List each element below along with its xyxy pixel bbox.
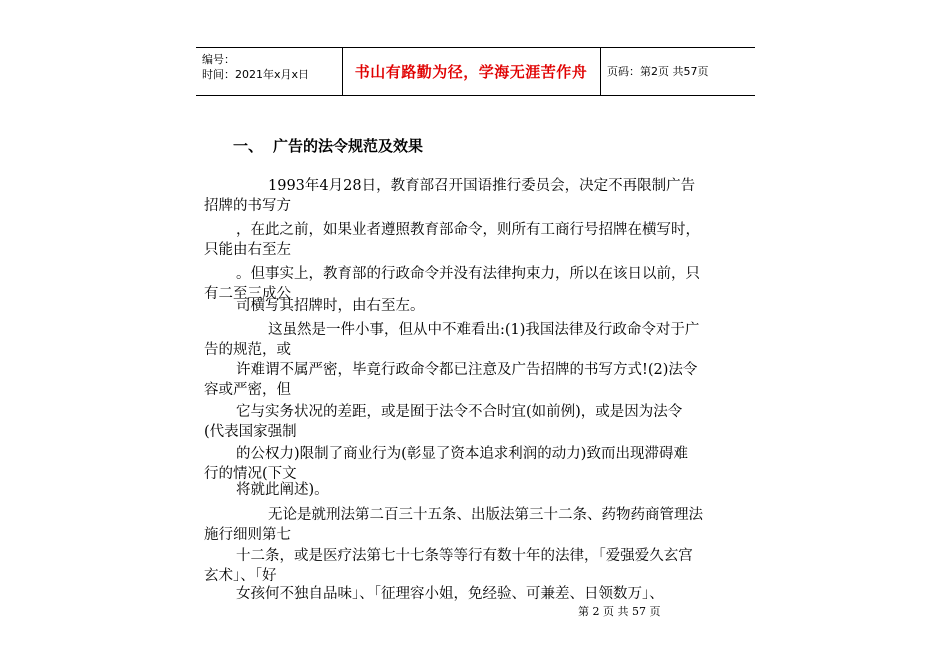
page-footer: 第 2 页 共 57 页	[578, 605, 661, 618]
body-line: 行的情况(下文	[204, 466, 297, 482]
body-line: ，在此之前，如果业者遵照教育部命令，则所有工商行号招牌在横写时，	[236, 222, 700, 238]
body-line: 玄术」、「好	[204, 568, 277, 584]
body-line: 许难谓不属严密，毕竟行政命令都已注意及广告招牌的书写方式!(2)法令	[236, 362, 698, 378]
body-line: 十二条，或是医疗法第七十七条等等行有数十年的法律，「爱强爱久玄宫	[236, 548, 693, 564]
body-line: 招牌的书写方	[204, 198, 291, 214]
body-line: 施行细则第七	[204, 527, 291, 543]
header-bottom-rule	[196, 95, 755, 96]
body-line: 告的规范，或	[204, 342, 291, 358]
header-divider-right	[600, 47, 601, 96]
section-heading	[233, 135, 423, 156]
body-line: 只能由右至左	[204, 242, 291, 258]
body-line: 无论是就刑法第二百三十五条、出版法第三十二条、药物药商管理法	[268, 507, 703, 523]
body-line: 将就此阐述)。	[236, 482, 329, 498]
serial-label: 编号：	[202, 53, 235, 66]
body-line: 容或严密，但	[204, 382, 291, 398]
body-line: 的公权力)限制了商业行为(彰显了资本追求利润的动力)致而出现滞碍难	[236, 446, 688, 462]
body-line: (代表国家强制	[204, 424, 297, 440]
body-line: 这虽然是一件小事，但从中不难看出:(1)我国法律及行政命令对于广	[268, 322, 700, 338]
section-title: 广告的法令规范及效果	[273, 137, 424, 155]
header-motto: 书山有路勤为径，学海无涯苦作舟	[354, 63, 588, 81]
body-line: 1993年4月28日，教育部召开国语推行委员会，决定不再限制广告	[268, 178, 696, 194]
body-line: 。但事实上，教育部的行政命令并没有法律拘束力，所以在该日以前，只	[236, 266, 700, 282]
body-line: 司横写其招牌时，由右至左。	[236, 298, 425, 314]
header-meta	[202, 52, 309, 82]
body-line: 女孩何不独自品味」、「征理容小姐，免经验、可兼差、日领数万」、	[236, 586, 664, 602]
body-line: 有二至三成公	[204, 286, 291, 302]
header-page-info: 页码：第2页 共57页	[607, 65, 709, 78]
date-text: 时间：2021年x月x日	[202, 68, 310, 81]
page-header	[196, 47, 755, 96]
section-number: 一、	[233, 137, 264, 155]
body-line: 它与实务状况的差距，或是囿于法令不合时宜(如前例)，或是因为法令	[236, 404, 683, 420]
header-top-rule	[196, 47, 755, 48]
